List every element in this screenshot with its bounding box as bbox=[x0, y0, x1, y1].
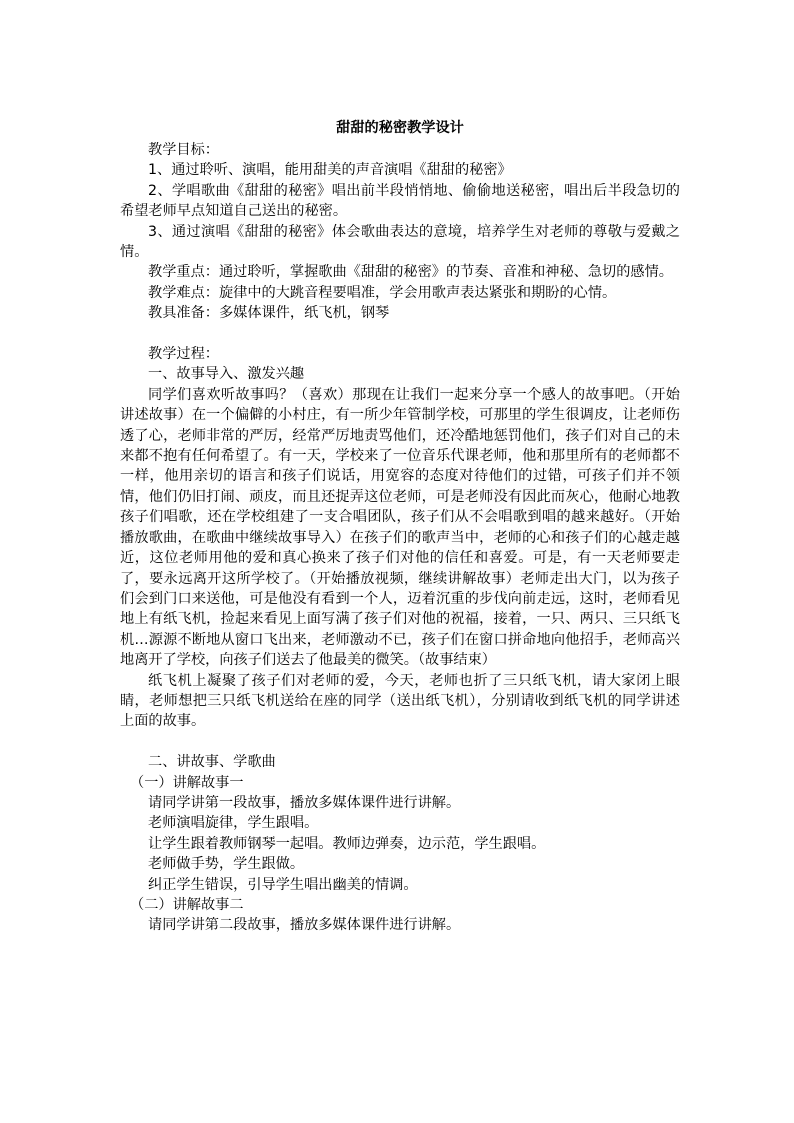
paragraph-teaching-aids: 教具准备：多媒体课件，纸飞机，钢琴 bbox=[148, 305, 390, 322]
paragraph-step-4: 老师做手势，学生跟做。 bbox=[148, 856, 305, 873]
paragraph-subsection-one: （一）讲解故事一 bbox=[130, 774, 244, 791]
paragraph-process-heading: 教学过程： bbox=[148, 346, 219, 363]
paragraph-paper-planes: 纸飞机上凝聚了孩子们对老师的爱，今天，老师也折了三只纸飞机，请大家闭上眼睛，老师想把三只纸飞机送给在座的同学（送出纸飞机），分别请收到纸飞机的同学讲述上面的故事。 bbox=[120, 672, 680, 730]
paragraph-section-one-heading: 一、故事导入、激发兴趣 bbox=[148, 366, 305, 383]
paragraph-story: 同学们喜欢听故事吗？（喜欢）那现在让我们一起来分享一个感人的故事吧。（开始讲述故事）在一个偏僻的小村庄，有一所少年管制学校，可那里的学生很调皮，让老师伤透了心，老师非常的严厉，经常严厉地责骂他们，还冷酷地惩罚他们，孩子们对自己的未来都不抱有任何希望了。有一天，学校来了一位音乐代课老师，他和那里所有的老师都不一样，他用亲切的语言和孩子们说话，用宽容的态度对待他们的过错，可孩子们并不领情，他们仍旧打闹、顽皮，而且还捉弄这位老师，可是老师没有因此而灰心，他耐心地教孩子们唱歌，还在学校组建了一支合唱团队，孩子们从不会唱歌到唱的越来越好。（开始播放歌曲，在歌曲中继续故事导入）在孩子们的歌声当中，老师的心和孩子们的心越走越近，这位老师用他的爱和真心换来了孩子们对他的信任和喜爱。可是，有一天老师要走了，要永远离开这所学校了。（开始播放视频，继续讲解故事）老师走出大门，以为孩子们会到门口来送他，可是他没有看到一个人，迈着沉重的步伐向前走远，这时，老师看见地上有纸飞机，捡起来看见上面写满了孩子们对他的祝福，接着，一只、两只、三只纸飞机…源源不断地从窗口飞出来，老师激动不已，孩子们在窗口拼命地向他招手，老师高兴地离开了学校，向孩子们送去了他最美的微笑。（故事结束） bbox=[120, 386, 680, 669]
paragraph-step-3: 让学生跟着教师钢琴一起唱。教师边弹奏，边示范，学生跟唱。 bbox=[148, 835, 546, 852]
paragraph-objectives-heading: 教学目标： bbox=[148, 142, 219, 158]
paragraph-step-1: 请同学讲第一段故事，播放多媒体课件进行讲解。 bbox=[148, 794, 461, 811]
document-title: 甜甜的秘密教学设计 bbox=[336, 120, 464, 136]
paragraph-difficulties: 教学难点：旋律中的大跳音程要唱准，学会用歌声表达紧张和期盼的心情。 bbox=[148, 284, 617, 301]
blank-line bbox=[120, 732, 680, 752]
paragraph-step-2: 老师演唱旋律，学生跟唱。 bbox=[148, 815, 319, 832]
document-page bbox=[120, 116, 680, 936]
paragraph-step-6: 请同学讲第二段故事，播放多媒体课件进行讲解。 bbox=[148, 917, 461, 934]
paragraph-subsection-two: （二）讲解故事二 bbox=[130, 897, 244, 913]
blank-line bbox=[120, 324, 680, 344]
paragraph-key-points: 教学重点：通过聆听，掌握歌曲《甜甜的秘密》的节奏、音准和神秘、急切的感情。 bbox=[148, 264, 673, 281]
paragraph-section-two-heading: 二、讲故事、学歌曲 bbox=[148, 754, 276, 771]
paragraph-objective-1: 1、通过聆听、演唱，能用甜美的声音演唱《甜甜的秘密》 bbox=[148, 162, 512, 179]
paragraph-step-5: 纠正学生错误，引导学生唱出幽美的情调。 bbox=[148, 876, 418, 893]
paragraph-objective-3: 3、通过演唱《甜甜的秘密》体会歌曲表达的意境，培养学生对老师的尊敬与爱戴之情。 bbox=[120, 223, 680, 261]
paragraph-objective-2: 2、学唱歌曲《甜甜的秘密》唱出前半段悄悄地、偷偷地送秘密，唱出后半段急切的希望老师早点知道自己送出的秘密。 bbox=[120, 182, 680, 220]
